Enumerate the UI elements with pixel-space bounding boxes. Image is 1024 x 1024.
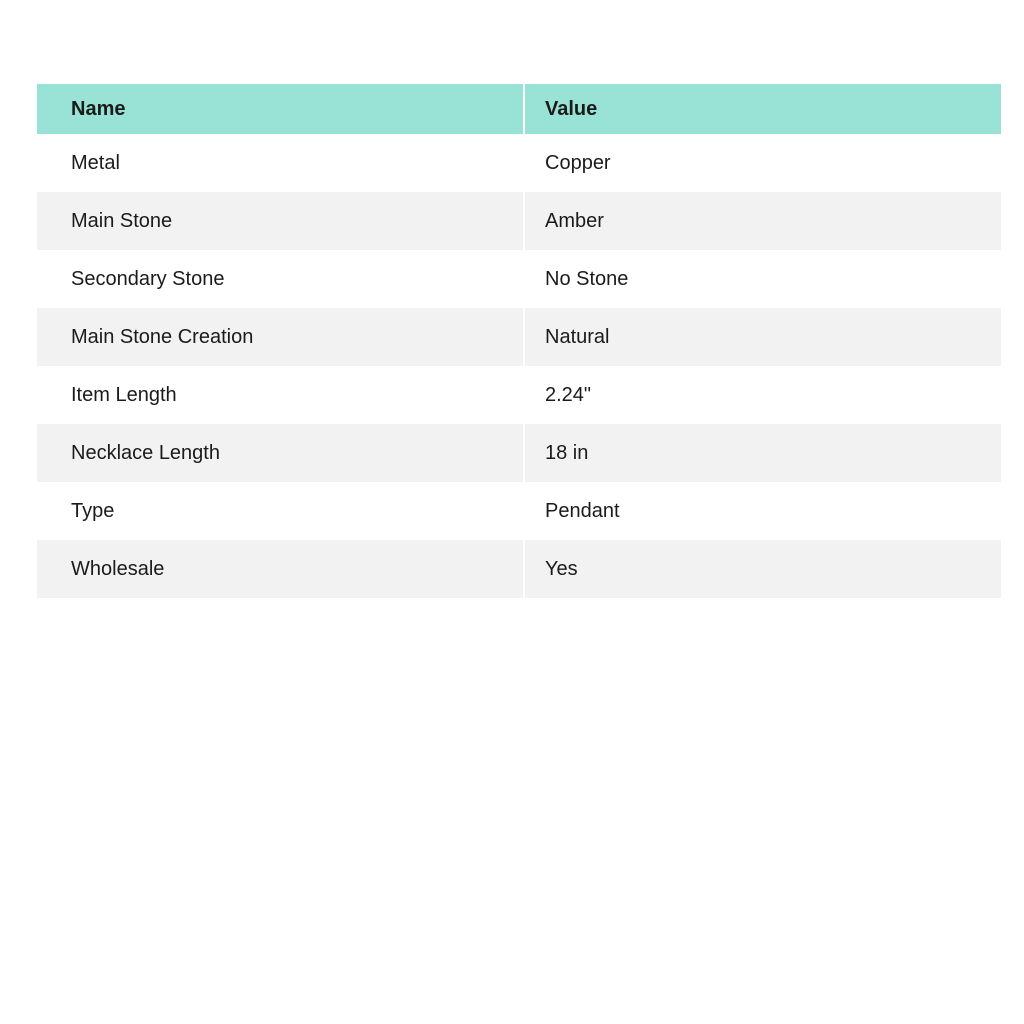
- table-row: [37, 366, 1001, 424]
- header-cell-name: Name: [37, 84, 523, 134]
- table-row: [37, 482, 1001, 540]
- attribute-value-cell: 18 in: [525, 424, 1001, 482]
- attribute-value-cell: No Stone: [525, 250, 1001, 308]
- attribute-value-cell: Pendant: [525, 482, 1001, 540]
- attribute-name-cell: Item Length: [37, 366, 523, 424]
- table-row: [37, 250, 1001, 308]
- attribute-name-cell: Wholesale: [37, 540, 523, 598]
- attribute-value-cell: Amber: [525, 192, 1001, 250]
- attribute-value-cell: Copper: [525, 134, 1001, 192]
- attribute-name-cell: Main Stone Creation: [37, 308, 523, 366]
- table-row: [37, 192, 1001, 250]
- table-row: [37, 308, 1001, 366]
- table-row: [37, 540, 1001, 598]
- attribute-name-cell: Main Stone: [37, 192, 523, 250]
- product-attributes-table: [37, 84, 1001, 598]
- attribute-name-cell: Necklace Length: [37, 424, 523, 482]
- table-row: [37, 134, 1001, 192]
- header-cell-value: Value: [525, 84, 1001, 134]
- attribute-value-cell: Yes: [525, 540, 1001, 598]
- attribute-value-cell: 2.24": [525, 366, 1001, 424]
- table-row: [37, 424, 1001, 482]
- table-body: [37, 134, 1001, 598]
- attribute-value-cell: Natural: [525, 308, 1001, 366]
- attribute-name-cell: Secondary Stone: [37, 250, 523, 308]
- table-header-row: [37, 84, 1001, 134]
- attribute-name-cell: Metal: [37, 134, 523, 192]
- attribute-name-cell: Type: [37, 482, 523, 540]
